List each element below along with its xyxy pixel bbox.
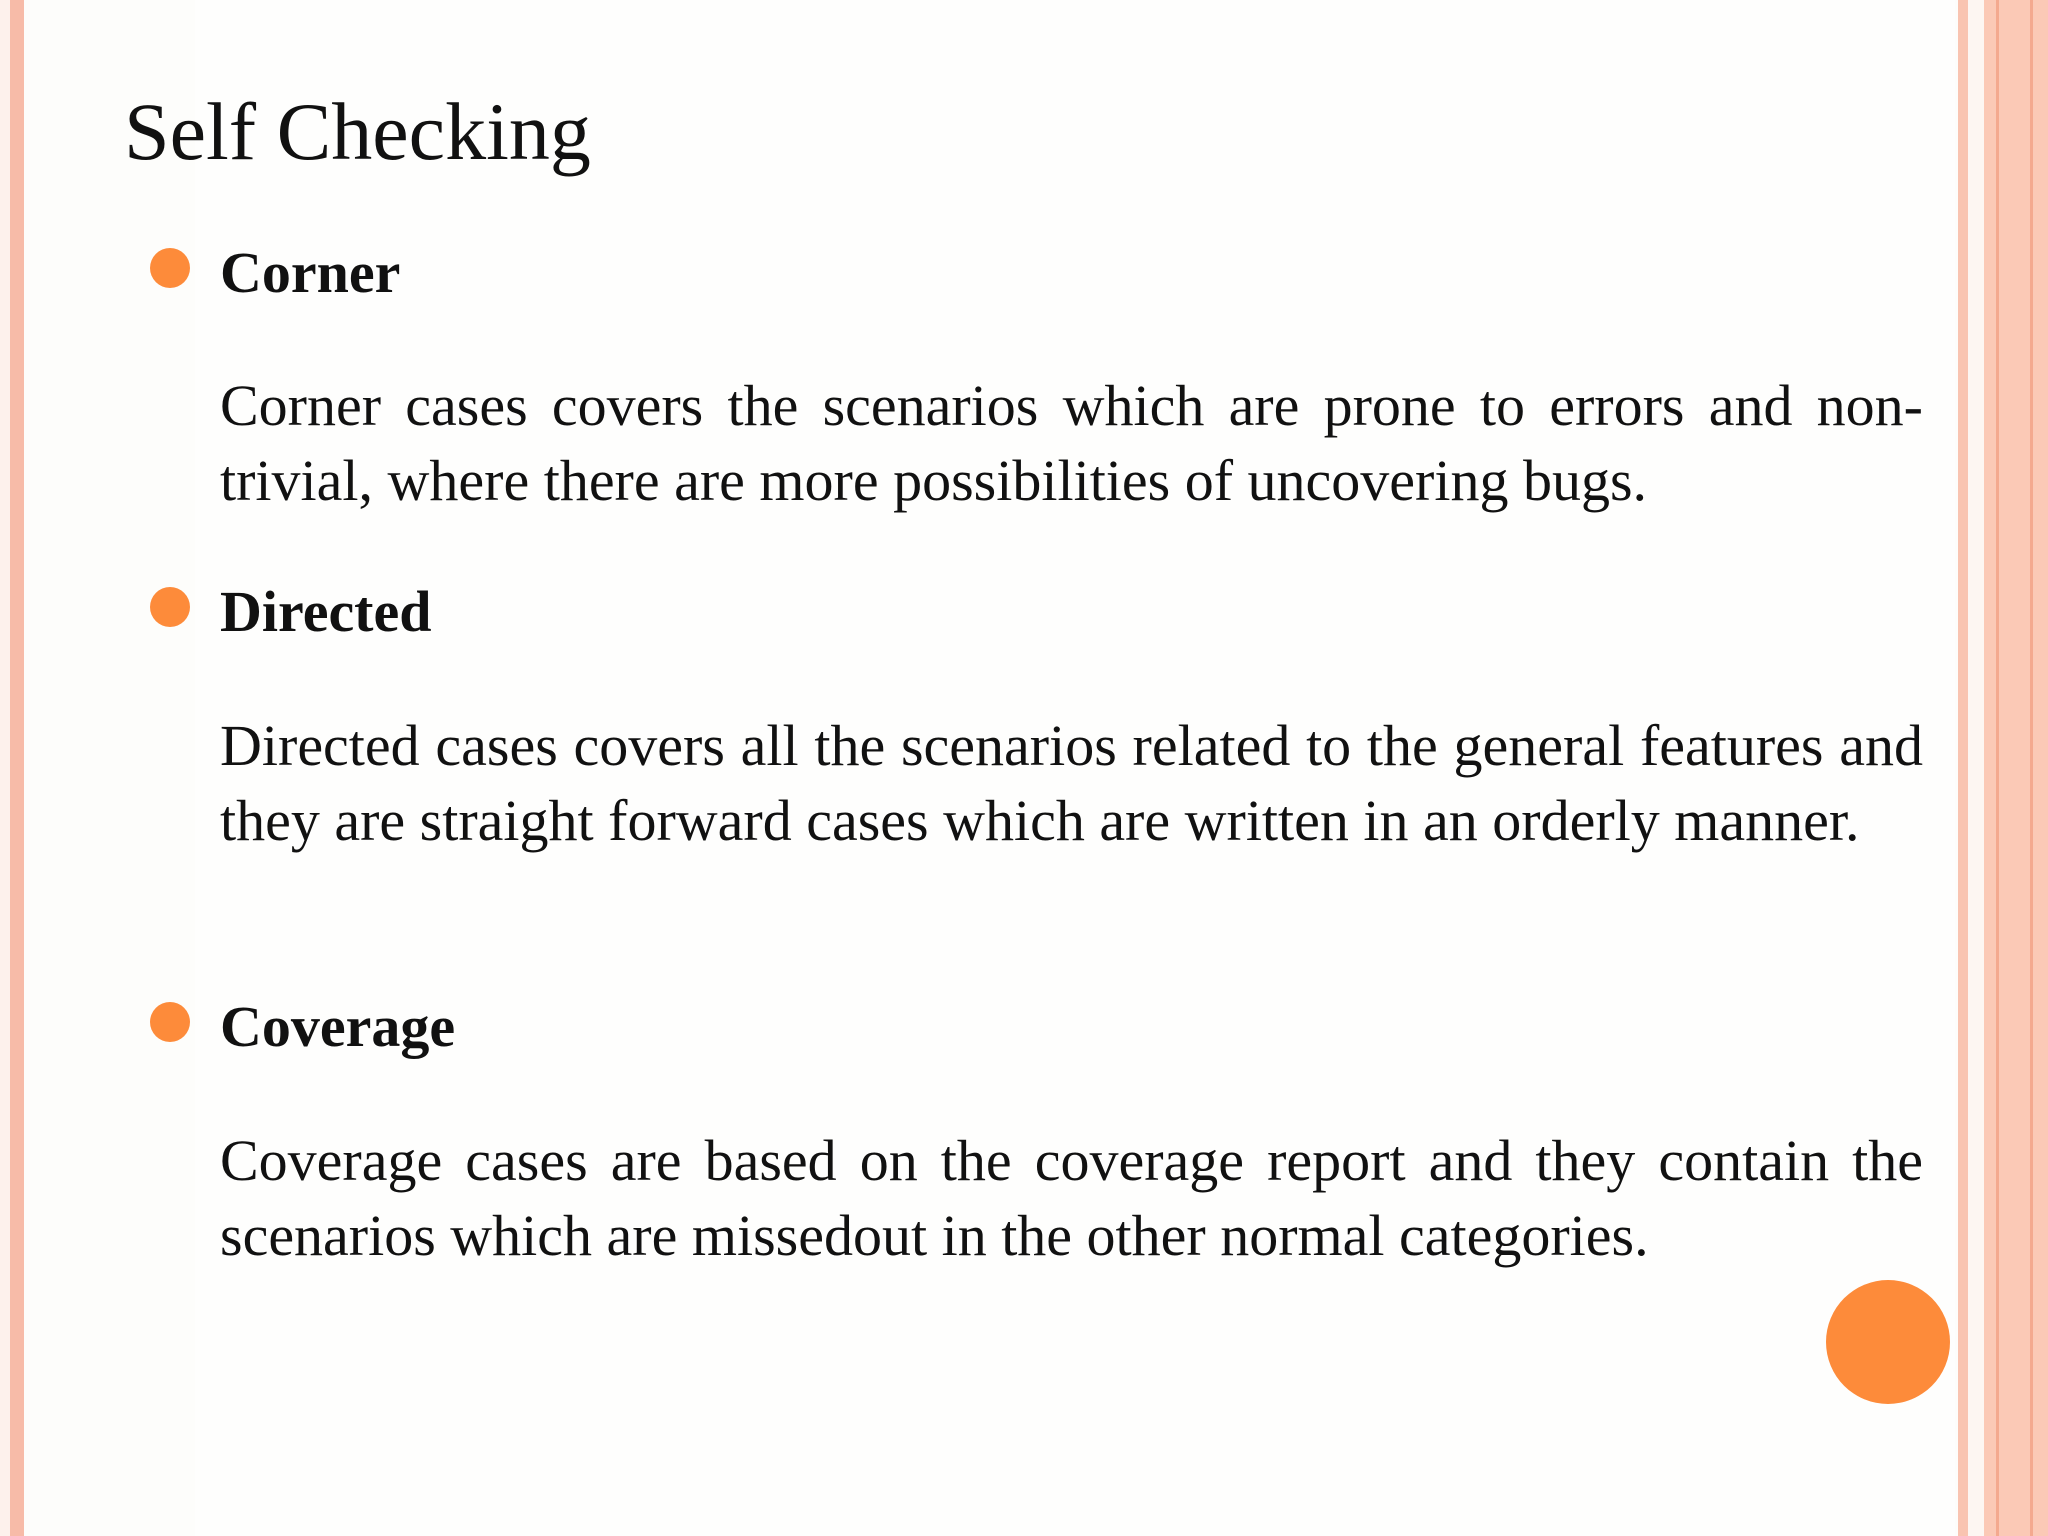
item-heading-directed: Directed bbox=[220, 579, 432, 644]
slide-title: Self Checking bbox=[124, 86, 591, 177]
bullet-dot bbox=[150, 1002, 190, 1042]
item-body-directed: Directed cases covers all the scenarios related to the general features and they are straight forward cases which are written in an orderly manner. bbox=[220, 713, 1923, 853]
bullet-dot bbox=[150, 587, 190, 627]
left-border-inner bbox=[0, 0, 10, 1536]
item-body-coverage: Coverage cases are based on the coverage report and they contain the scenarios which are missedout in the other normal categories. bbox=[220, 1128, 1923, 1268]
item-heading-corner: Corner bbox=[220, 240, 401, 305]
right-border-line bbox=[1996, 0, 1999, 1536]
left-border bbox=[10, 0, 24, 1536]
right-border-gap bbox=[1968, 0, 1984, 1536]
item-heading-coverage: Coverage bbox=[220, 994, 456, 1059]
right-border-stripe bbox=[1958, 0, 1968, 1536]
decorative-circle bbox=[1826, 1280, 1950, 1404]
right-border-line bbox=[2030, 0, 2033, 1536]
bullet-dot bbox=[150, 248, 190, 288]
item-body-corner: Corner cases covers the scenarios which are prone to errors and non-trivial, where there are more possibilities of uncovering bugs. bbox=[220, 373, 1923, 513]
right-border bbox=[1984, 0, 2048, 1536]
